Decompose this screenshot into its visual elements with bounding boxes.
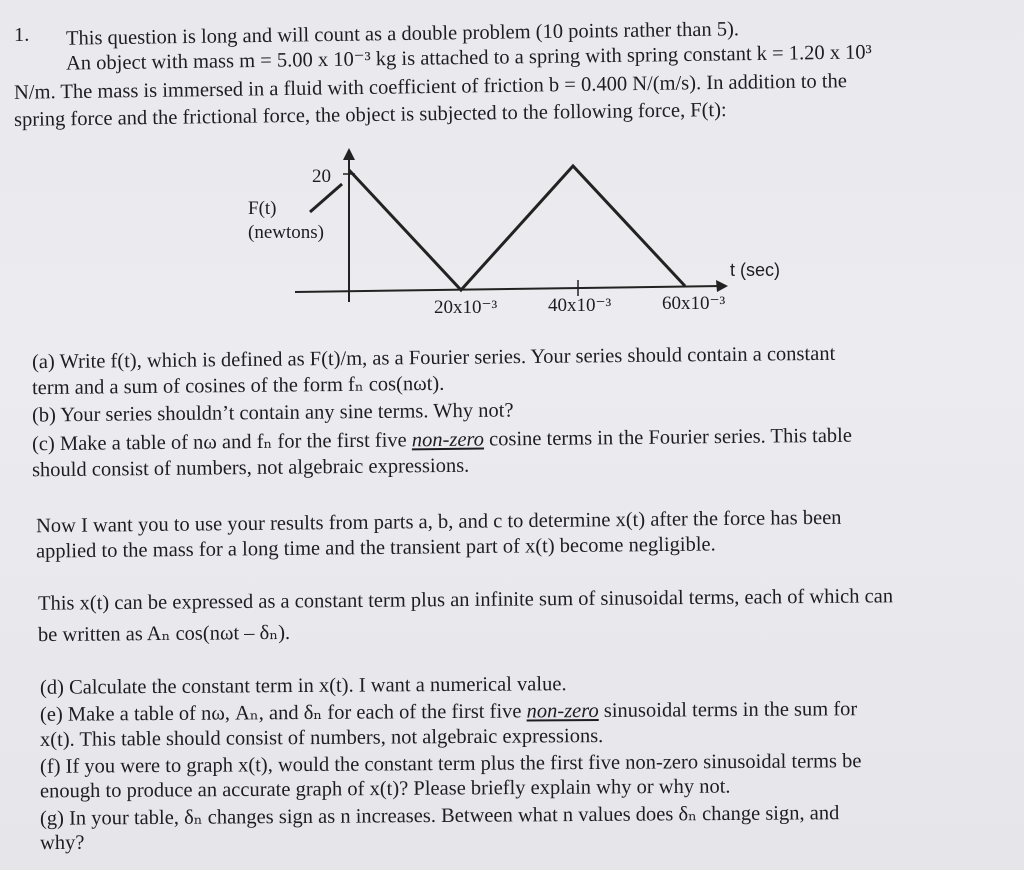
y-label-2: (newtons) [248,222,324,243]
part-e-text-pre: (e) Make a table of nω, Aₙ, and δₙ for each of the first five [39,700,527,726]
part-e-emphasis: non-zero [526,699,599,723]
part-b-line-1: (b) Your series shouldn’t contain any sine terms. Why not? [31,399,514,427]
intro-line-4: spring force and the frictional force, the object is subjected to the following force, F(t): [13,99,727,131]
y-label-1: F(t) [248,198,277,219]
problem-number: 1. [14,24,30,46]
part-c-line-2: should consist of numbers, not algebraic expressions. [31,454,470,482]
tick-label-20: 20x10⁻³ [434,297,498,318]
part-a-line-2: term and a sum of cosines of the form fₙ cos(nωt). [31,372,445,400]
part-c-text-pre: (c) Make a table of nω and fₙ for the first five [31,429,412,456]
now-paragraph-line-2: applied to the mass for a long time and the transient part of x(t) become negligible. [35,533,716,563]
intro-line-1: This question is long and will count as a double problem (10 points rather than 5). [65,18,740,50]
force-graph [230,140,790,330]
tick-label-40: 40x10⁻³ [548,295,612,316]
peak-label: 20 [312,166,331,187]
part-f-line-1: (f) If you were to graph x(t), would the constant term plus the first five non-zero sinusoidal terms be [39,750,862,778]
y-axis-arrow [343,148,355,160]
x-axis-label: t (sec) [730,260,781,280]
part-c-text-post: cosine terms in the Fourier series. This table [483,424,853,451]
y-pointer [310,184,342,212]
part-a-line-1: (a) Write f(t), which is defined as F(t)/m, as a Fourier series. Your series should contain a constant [31,342,836,374]
part-f-line-2: enough to produce an accurate graph of x(t)? Please briefly explain why or why not. [39,775,731,803]
intro-line-3: N/m. The mass is immersed in a fluid with coefficient of friction b = 0.400 N/(m/s). In addition to the [13,70,848,104]
part-d-line-1: (d) Calculate the constant term in x(t). I want a numerical value. [39,673,567,699]
part-e-line-1 [40,697,857,727]
force-series-line [349,166,685,290]
tick-label-60: 60x10⁻³ [662,293,726,314]
part-g-line-1: (g) In your table, δₙ changes sign as n increases. Between what n values does δₙ change sign, and [39,802,840,830]
x-axis-arrow [716,280,728,292]
part-e-text-post: sinusoidal terms in the sum for [598,698,858,722]
part-c-line-1 [32,424,852,457]
part-e-line-2: x(t). This table should consist of numbers, not algebraic expressions. [39,725,604,751]
this-paragraph-line-2: be written as Aₙ cos(nωt – δₙ). [37,621,291,647]
part-g-line-2: why? [39,831,85,855]
this-paragraph-line-1: This x(t) can be expressed as a constant term plus an infinite sum of sinusoidal terms, each of which can [37,585,894,615]
x-axis [295,286,722,292]
intro-line-2: An object with mass m = 5.00 x 10⁻³ kg is attached to a spring with spring constant k = 1.20 x 10³ [65,41,872,75]
part-c-emphasis: non-zero [411,428,485,452]
now-paragraph-line-1: Now I want you to use your results from parts a, b, and c to determine x(t) after the force has been [35,506,842,538]
